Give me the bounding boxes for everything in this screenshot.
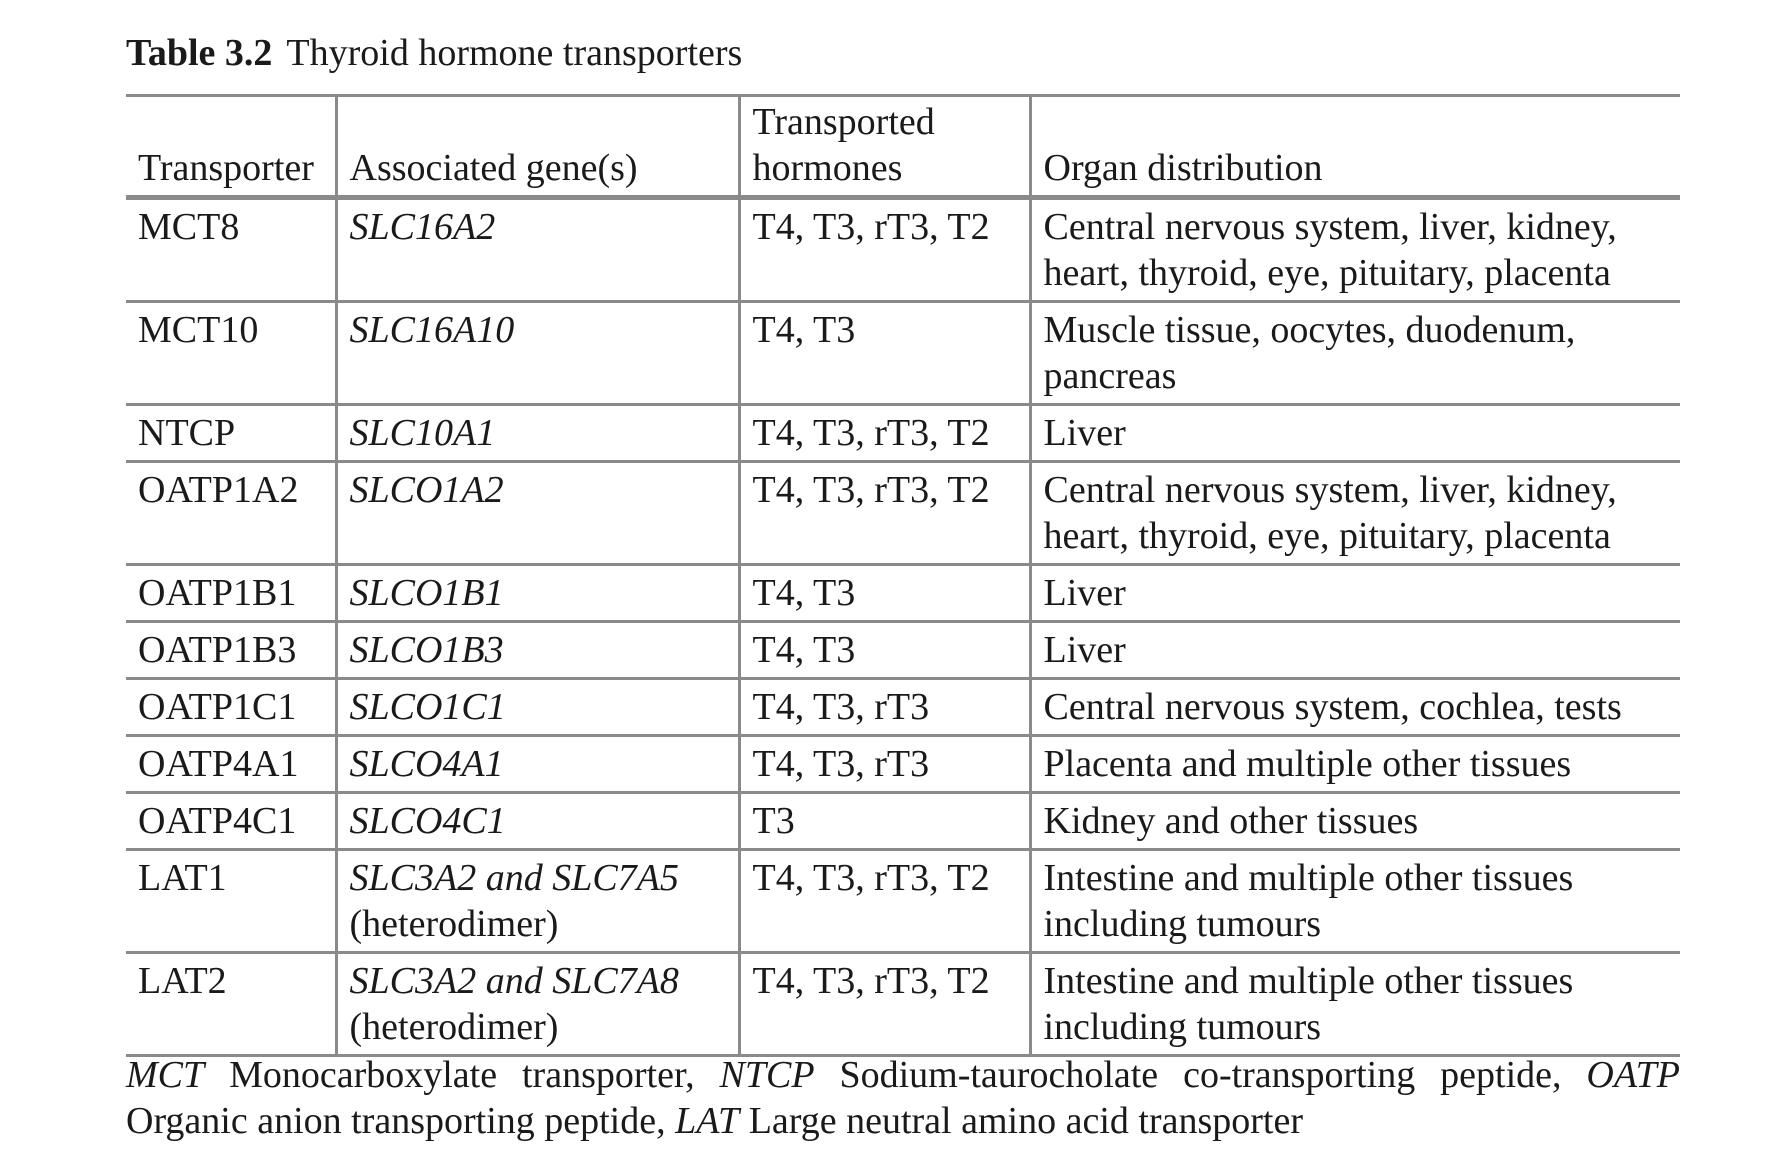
cell-organs: [1030, 302, 1680, 405]
gene-name: SLC16A2: [349, 206, 496, 248]
cell-transporter: OATP1C1: [138, 686, 297, 728]
organs-line1: Central nervous system, liver, kidney,: [1043, 206, 1617, 248]
organs-line2: heart, thyroid, eye, pituitary, placenta: [1043, 252, 1611, 294]
organs-line1: Placenta and multiple other tissues: [1043, 743, 1572, 785]
gene-name: SLCO1B1: [349, 572, 504, 614]
table-row: [126, 953, 1680, 1056]
organs-line1: Muscle tissue, oocytes, duodenum,: [1043, 309, 1576, 351]
table-row: [126, 850, 1680, 953]
gene-name: SLCO4A1: [349, 743, 504, 785]
header-transporter: Transporter: [138, 147, 314, 189]
cell-organs: [1030, 462, 1680, 565]
table-title: Thyroid hormone transporters: [286, 32, 743, 74]
cell-organs: [1030, 405, 1680, 462]
cell-organs: [1030, 679, 1680, 736]
footnote-ntcp-text: Sodium-taurocholate co-transporting peptide,: [839, 1054, 1562, 1096]
cell-transporter: LAT1: [138, 857, 227, 899]
cell-organs: [1030, 953, 1680, 1056]
footnote-mct-abbr: MCT: [126, 1054, 205, 1096]
cell-transporter: NTCP: [138, 412, 236, 454]
gene-note: (heterodimer): [349, 903, 559, 945]
cell-organs: [1030, 198, 1680, 302]
cell-organs: [1030, 736, 1680, 793]
cell-genes: [336, 405, 739, 462]
table-row: [126, 405, 1680, 462]
cell-organs: [1030, 850, 1680, 953]
gene-name: SLC3A2 and SLC7A5: [349, 857, 679, 899]
gene-note: (heterodimer): [349, 1006, 559, 1048]
cell-hormones: T4, T3: [739, 622, 1030, 679]
cell-organs: [1030, 565, 1680, 622]
table-row: [126, 736, 1680, 793]
gene-name: SLCO1A2: [349, 469, 504, 511]
cell-hormones: T3: [739, 793, 1030, 850]
gene-name: SLC16A10: [349, 309, 515, 351]
cell-transporter: OATP1A2: [138, 469, 299, 511]
table-row: [126, 622, 1680, 679]
cell-genes: [336, 565, 739, 622]
cell-genes: [336, 198, 739, 302]
footnote-oatp-text: Organic anion transporting peptide,: [126, 1100, 666, 1142]
cell-hormones: T4, T3, rT3: [739, 679, 1030, 736]
footnote-lat-abbr: LAT: [675, 1100, 740, 1142]
cell-genes: [336, 302, 739, 405]
gene-name: SLCO1C1: [349, 686, 506, 728]
organs-line1: Intestine and multiple other tissues: [1043, 960, 1574, 1002]
table-row: [126, 793, 1680, 850]
gene-name: SLCO4C1: [349, 800, 506, 842]
cell-hormones: T4, T3, rT3, T2: [739, 405, 1030, 462]
gene-name: SLC10A1: [349, 412, 496, 454]
table-row: [126, 565, 1680, 622]
organs-line1: Liver: [1043, 629, 1126, 671]
table-footnote: [126, 1052, 1680, 1144]
footnote-lat-text: Large neutral amino acid transporter: [748, 1100, 1303, 1142]
table-label: Table 3.2: [126, 32, 273, 74]
cell-hormones: T4, T3, rT3, T2: [739, 462, 1030, 565]
gene-name: SLC3A2 and SLC7A8: [349, 960, 679, 1002]
table-row: [126, 679, 1680, 736]
cell-genes: [336, 622, 739, 679]
cell-transporter: MCT10: [138, 309, 259, 351]
cell-genes: [336, 462, 739, 565]
cell-genes: [336, 793, 739, 850]
table-row: [126, 198, 1680, 302]
header-organs: Organ distribution: [1030, 96, 1680, 198]
table-header: [126, 96, 1680, 198]
cell-hormones: T4, T3, rT3: [739, 736, 1030, 793]
cell-genes: [336, 679, 739, 736]
organs-line2: including tumours: [1043, 1006, 1322, 1048]
header-hormones: [739, 96, 1030, 198]
cell-hormones: T4, T3, rT3, T2: [739, 953, 1030, 1056]
gene-name: SLCO1B3: [349, 629, 504, 671]
cell-genes: [336, 850, 739, 953]
cell-hormones: T4, T3: [739, 302, 1030, 405]
header-hormones-line2: hormones: [752, 147, 903, 189]
transporters-table: [126, 94, 1680, 1057]
footnote-ntcp-abbr: NTCP: [719, 1054, 815, 1096]
cell-organs: [1030, 622, 1680, 679]
cell-hormones: T4, T3, rT3, T2: [739, 850, 1030, 953]
cell-transporter: OATP4C1: [138, 800, 297, 842]
cell-genes: [336, 736, 739, 793]
organs-line1: Kidney and other tissues: [1043, 800, 1419, 842]
cell-transporter: OATP1B3: [138, 629, 297, 671]
table-row: [126, 462, 1680, 565]
table-caption: [126, 30, 742, 76]
footnote-oatp-abbr: OATP: [1586, 1054, 1681, 1096]
cell-hormones: T4, T3, rT3, T2: [739, 198, 1030, 302]
footnote-mct-text: Monocarboxylate transporter,: [229, 1054, 695, 1096]
cell-hormones: T4, T3: [739, 565, 1030, 622]
header-hormones-line1: Transported: [752, 101, 935, 143]
organs-line2: heart, thyroid, eye, pituitary, placenta: [1043, 515, 1611, 557]
table-row: [126, 302, 1680, 405]
organs-line1: Central nervous system, cochlea, tests: [1043, 686, 1622, 728]
cell-transporter: OATP4A1: [138, 743, 299, 785]
cell-transporter: MCT8: [138, 206, 240, 248]
organs-line1: Intestine and multiple other tissues: [1043, 857, 1574, 899]
organs-line1: Liver: [1043, 412, 1126, 454]
table-body: [126, 198, 1680, 1056]
cell-transporter: OATP1B1: [138, 572, 297, 614]
organs-line2: including tumours: [1043, 903, 1322, 945]
organs-line1: Liver: [1043, 572, 1126, 614]
header-row: [126, 96, 1680, 198]
header-genes: Associated gene(s): [336, 96, 739, 198]
cell-organs: [1030, 793, 1680, 850]
organs-line1: Central nervous system, liver, kidney,: [1043, 469, 1617, 511]
organs-line2: pancreas: [1043, 355, 1177, 397]
cell-genes: [336, 953, 739, 1056]
cell-transporter: LAT2: [138, 960, 227, 1002]
